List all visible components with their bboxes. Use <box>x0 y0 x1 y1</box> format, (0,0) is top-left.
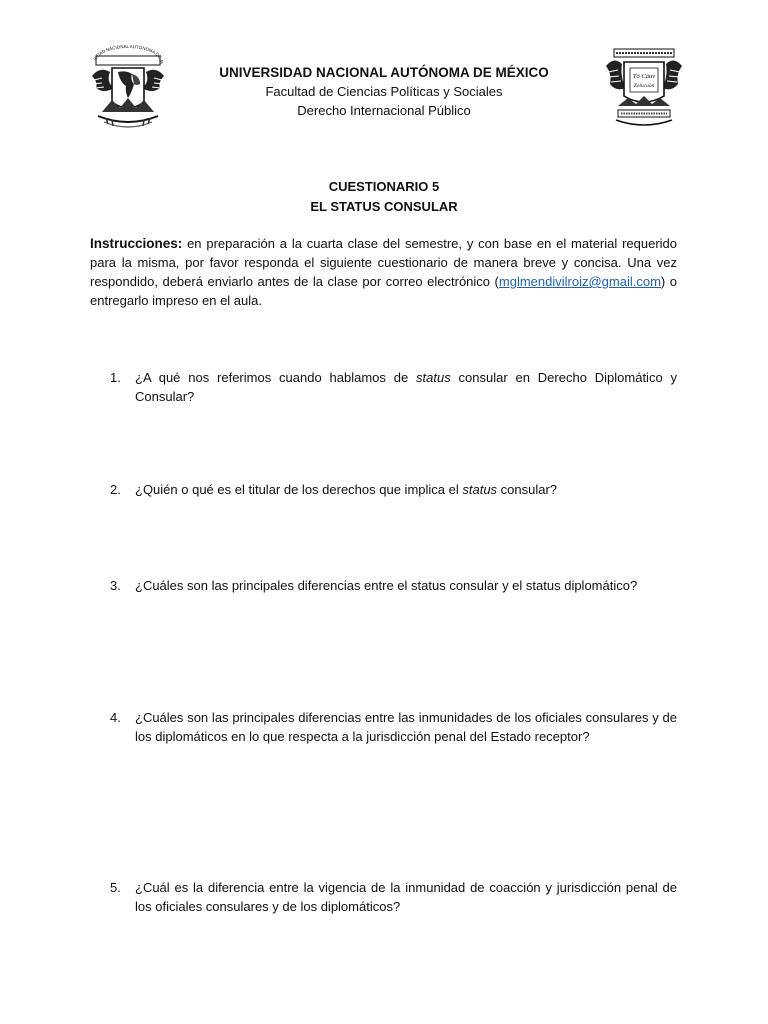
unam-seal-icon <box>88 42 168 132</box>
question-text <box>135 480 677 499</box>
question-emphasis: status <box>416 370 451 385</box>
question-number: 4. <box>110 710 121 725</box>
unam-seal-text: SIDAD NACIONAL AUTÓNOMA DE M <box>92 43 165 64</box>
title-line-1: CUESTIONARIO 5 <box>328 179 440 194</box>
question-item <box>110 480 677 499</box>
fcpys-seal-icon <box>604 44 684 130</box>
question-item <box>110 878 677 916</box>
question-number: 3. <box>110 578 121 593</box>
fcpys-seal-text-2: Zolucaōn <box>633 83 655 89</box>
question-text: ¿Cuáles son las principales diferencias entre las inmunidades de los oficiales consulares y de los diplomáticos en lo que respecta a la jurisdicción penal del Estado receptor? <box>135 710 677 744</box>
instructions-paragraph <box>90 234 677 310</box>
question-text-part: ¿A qué nos referimos cuando hablamos de <box>135 370 417 385</box>
faculty-name: Facultad de Ciencias Políticas y Sociales <box>265 84 503 99</box>
instructions-tail: ) o entregarlo impreso en el aula. <box>90 274 678 308</box>
questionnaire-title <box>90 177 678 217</box>
document-header <box>180 64 588 120</box>
question-text: ¿Cuál es la diferencia entre la vigencia de la inmunidad de coacción y jurisdicción penal de los oficiales consulares y de los diplomáticos? <box>135 880 677 914</box>
university-name: UNIVERSIDAD NACIONAL AUTÓNOMA DE MÉXICO <box>219 65 549 80</box>
email-link[interactable]: mglmendivilroiz@gmail.com <box>498 274 661 289</box>
question-text-part: ¿Quién o qué es el titular de los derechos que implica el <box>135 482 463 497</box>
instructions-lead: Instrucciones: <box>90 236 183 251</box>
question-text-part: consular en Derecho Diplomático y Consular? <box>135 370 677 404</box>
question-number: 1. <box>110 370 121 385</box>
instructions-body: en preparación a la cuarta clase del semestre, y con base en el material requerido para la misma, por favor responda el siguiente cuestionario de manera breve y concisa. Una vez respondido, deberá enviarlo antes de la clase por correo electrónico ( <box>90 236 677 289</box>
question-text <box>135 368 677 406</box>
course-name: Derecho Internacional Público <box>297 103 471 118</box>
question-number: 2. <box>110 482 121 497</box>
question-emphasis: status <box>462 482 498 497</box>
question-text-part: consular? <box>497 482 558 497</box>
question-item <box>110 368 677 406</box>
question-text: ¿Cuáles son las principales diferencias entre el status consular y el status diplomático? <box>135 578 638 593</box>
question-item <box>110 708 677 746</box>
question-number: 5. <box>110 880 121 895</box>
title-line-2: EL STATUS CONSULAR <box>310 199 458 214</box>
fcpys-seal-text-1: Tō Cāuv <box>632 73 656 80</box>
question-item <box>110 576 677 595</box>
